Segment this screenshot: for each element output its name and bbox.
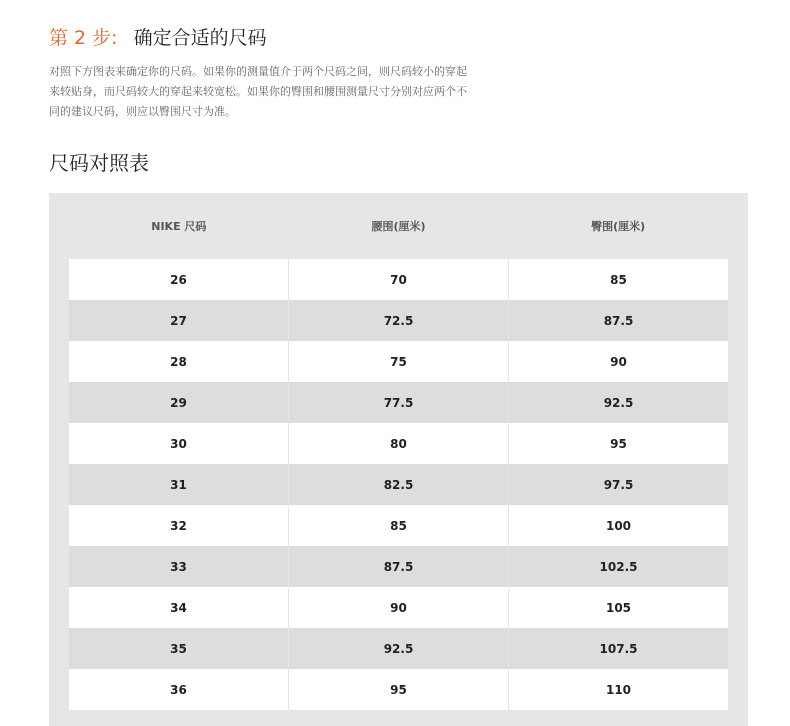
cell-nike-size: 30	[69, 423, 289, 464]
cell-nike-size: 33	[69, 546, 289, 587]
step-heading	[49, 22, 267, 50]
cell-hip: 110	[605, 682, 632, 697]
table-row	[69, 464, 728, 505]
table-row	[69, 382, 728, 423]
cell-hip: 92.5	[603, 395, 634, 410]
intro-line: 对照下方图表来确定你的尺码。如果你的测量值介于两个尺码之间，则尺码较小的穿起	[49, 65, 467, 78]
table-row	[69, 587, 728, 628]
cell-hip: 102.5	[599, 559, 638, 574]
cell-waist: 82.5	[289, 464, 509, 505]
intro-line: 来较贴身，而尺码较大的穿起来较宽松。如果你的臀围和腰围测量尺寸分别对应两个不	[49, 85, 467, 98]
cell-hip: 107.5	[599, 641, 638, 656]
table-row	[69, 546, 728, 587]
cell-waist: 85	[289, 505, 509, 546]
cell-waist: 95	[289, 669, 509, 710]
cell-waist: 87.5	[289, 546, 509, 587]
table-row	[69, 669, 728, 710]
cell-hip: 97.5	[603, 477, 634, 492]
cell-hip: 85	[610, 272, 627, 287]
intro-paragraph	[49, 62, 519, 122]
cell-hip: 87.5	[603, 313, 634, 328]
cell-hip: 105	[605, 600, 632, 615]
cell-waist: 72.5	[289, 300, 509, 341]
header-waist: 腰围(厘米)	[371, 220, 426, 233]
table-body	[69, 259, 728, 710]
cell-waist: 77.5	[289, 382, 509, 423]
intro-line: 同的建议尺码，则应以臀围尺寸为准。	[49, 105, 236, 118]
cell-nike-size: 26	[69, 259, 289, 300]
table-row	[69, 300, 728, 341]
cell-hip: 100	[605, 518, 632, 533]
cell-waist: 90	[289, 587, 509, 628]
cell-nike-size: 36	[69, 669, 289, 710]
step-title: 确定合适的尺码	[133, 26, 267, 49]
cell-nike-size: 34	[69, 587, 289, 628]
table-row	[69, 259, 728, 300]
cell-nike-size: 31	[69, 464, 289, 505]
table-header-row	[69, 193, 728, 259]
cell-nike-size: 29	[69, 382, 289, 423]
cell-waist: 70	[289, 259, 509, 300]
table-row	[69, 423, 728, 464]
cell-waist: 75	[289, 341, 509, 382]
cell-waist: 92.5	[289, 628, 509, 669]
size-chart-table	[49, 193, 748, 726]
header-nike-size: NIKE 尺码	[151, 220, 207, 233]
step-label: 第 2 步:	[49, 26, 118, 49]
cell-waist: 80	[289, 423, 509, 464]
table-row	[69, 341, 728, 382]
header-hip: 臀围(厘米)	[591, 220, 646, 233]
cell-hip: 95	[610, 436, 627, 451]
cell-hip: 90	[610, 354, 627, 369]
table-row	[69, 628, 728, 669]
table-row	[69, 505, 728, 546]
cell-nike-size: 35	[69, 628, 289, 669]
cell-nike-size: 28	[69, 341, 289, 382]
cell-nike-size: 27	[69, 300, 289, 341]
cell-nike-size: 32	[69, 505, 289, 546]
size-chart-title: 尺码对照表	[49, 151, 149, 175]
